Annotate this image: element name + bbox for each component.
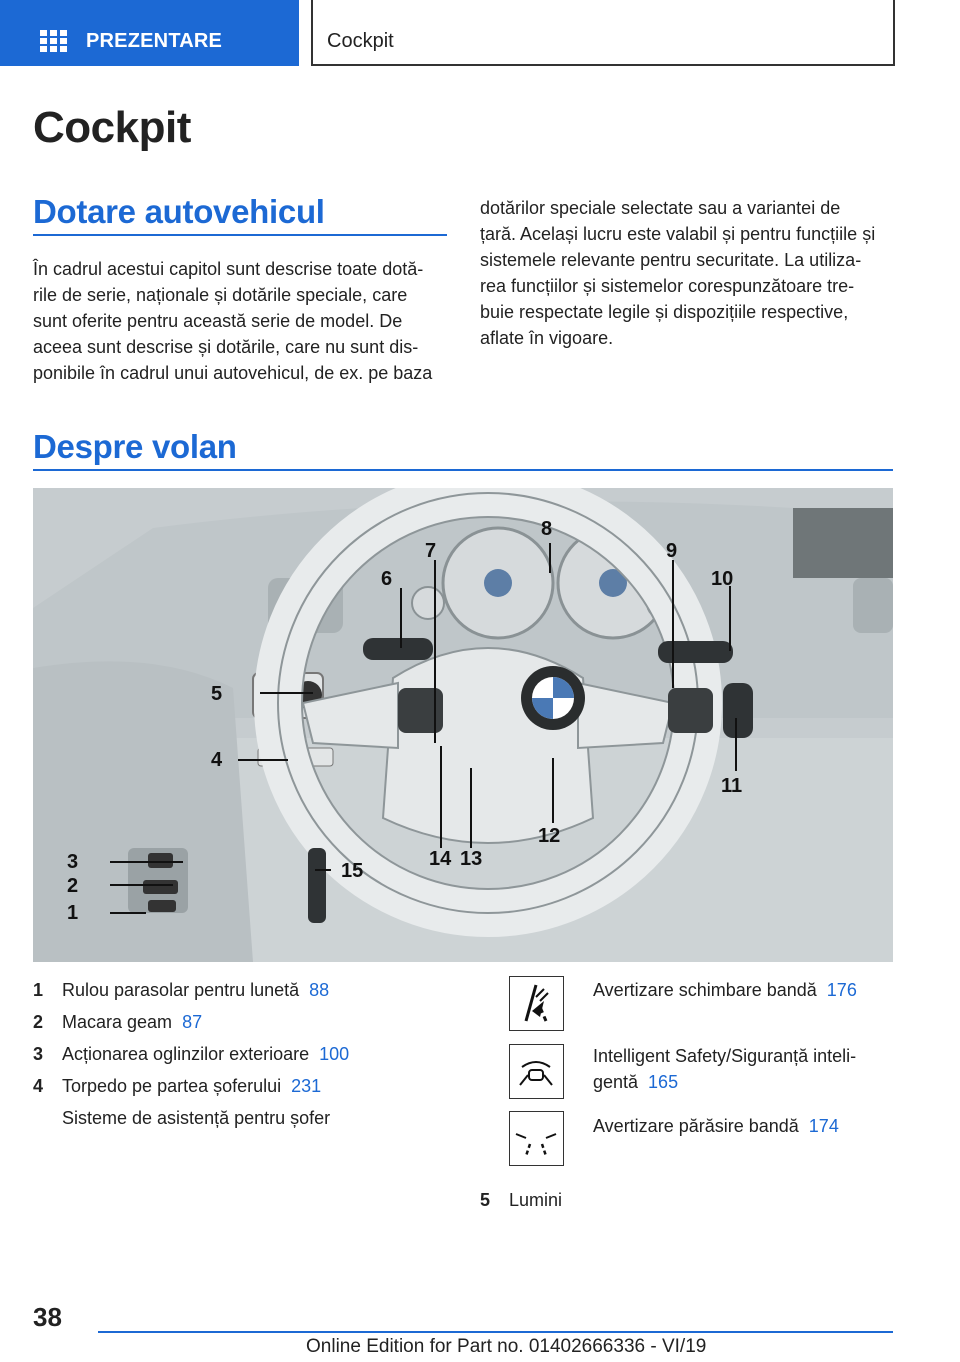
legend-text: Lumini [509, 1190, 563, 1210]
lane-change-warning-icon [509, 976, 564, 1031]
callout-15: 15 [341, 860, 364, 882]
page-title: Cockpit [33, 103, 191, 152]
grid-menu-icon [40, 30, 67, 52]
legend-text: Sisteme de asistență pentru șofer [62, 1108, 331, 1128]
intro-col1-line: ponibile în cadrul unui autovehicul, de ex. pe baza [33, 363, 433, 383]
legend-right-item [593, 1113, 839, 1139]
intro-col2-line: dotărilor speciale selectate sau a variantei de [480, 198, 841, 218]
callout-2: 2 [67, 875, 79, 897]
page-link[interactable]: 165 [648, 1072, 679, 1092]
intro-col2 [480, 195, 900, 351]
legend-text: gentă [593, 1072, 639, 1092]
legend-number: 4 [33, 1076, 44, 1096]
page-link[interactable]: 231 [291, 1076, 322, 1096]
cockpit-illustration [33, 488, 893, 962]
page-link[interactable]: 87 [182, 1012, 203, 1032]
callout-1: 1 [67, 902, 79, 924]
footer-rule [98, 1331, 893, 1333]
callout-9: 9 [666, 540, 678, 562]
page-link[interactable]: 174 [808, 1116, 839, 1136]
legend-text: Torpedo pe partea șoferului [62, 1076, 282, 1096]
page-link[interactable]: 88 [309, 980, 330, 1000]
legend-number: 2 [33, 1012, 44, 1032]
page-number: 38 [33, 1302, 62, 1332]
legend-text: Avertizare schimbare bandă [593, 980, 817, 1000]
legend-number: 5 [480, 1190, 491, 1210]
intro-col1-line: aceea sunt descrise și dotările, care nu sunt dis- [33, 337, 419, 357]
intro-col1-line: În cadrul acestui capitol sunt descrise toate dotă- [33, 259, 424, 279]
intro-col1-line: rile de serie, naționale și dotările speciale, care [33, 285, 408, 305]
breadcrumb[interactable] [311, 0, 895, 66]
legend-text: Intelligent Safety/Siguranță inteli- [593, 1046, 857, 1066]
section-rule [33, 469, 893, 471]
intro-col2-line: buie respectate legile și dispozițiile respective, [480, 302, 849, 322]
section-heading-volan: Despre volan [33, 428, 237, 465]
callout-12: 12 [538, 825, 561, 847]
callout-8: 8 [541, 518, 553, 540]
legend-number: 3 [33, 1044, 44, 1064]
callout-5: 5 [211, 683, 223, 705]
callout-6: 6 [381, 568, 393, 590]
callout-3: 3 [67, 851, 79, 873]
footer-edition: Online Edition for Part no. 01402666336 - VI/19 [306, 1336, 707, 1357]
cockpit-drawing [33, 488, 893, 962]
section-tab[interactable] [0, 0, 299, 66]
callout-10: 10 [711, 568, 734, 590]
intelligent-safety-icon [509, 1044, 564, 1099]
page-link[interactable]: 100 [319, 1044, 350, 1064]
legend-text: Avertizare părăsire bandă [593, 1116, 799, 1136]
legend-right-item [593, 977, 857, 1003]
callout-14: 14 [429, 848, 452, 870]
legend-text: Macara geam [62, 1012, 173, 1032]
intro-col2-line: rea funcțiilor și sistemelor corespunzătoare tre- [480, 276, 855, 296]
intro-col2-line: sistemele relevante pentru securitate. La utiliza- [480, 250, 862, 270]
legend-right-item [593, 1043, 856, 1095]
lane-departure-warning-icon [509, 1111, 564, 1166]
legend-number: 1 [33, 980, 44, 1000]
intro-col1-line: sunt oferite pentru această serie de model. De [33, 311, 403, 331]
callout-13: 13 [460, 848, 483, 870]
intro-col2-line: aflate în vigoare. [480, 328, 614, 348]
legend-text: Acționarea oglinzilor exterioare [62, 1044, 310, 1064]
callout-7: 7 [425, 540, 437, 562]
section-tab-label: PREZENTARE [86, 30, 223, 52]
callout-4: 4 [211, 749, 223, 771]
breadcrumb-label: Cockpit [327, 30, 394, 52]
intro-col1 [33, 256, 453, 386]
legend-text: Rulou parasolar pentru lunetă [62, 980, 300, 1000]
intro-col2-line: țară. Același lucru este valabil și pentru funcțiile și [480, 224, 876, 244]
callout-11: 11 [721, 775, 743, 797]
section-heading-dotare: Dotare autovehicul [33, 193, 325, 230]
section-rule [33, 234, 447, 236]
page-link[interactable]: 176 [826, 980, 857, 1000]
